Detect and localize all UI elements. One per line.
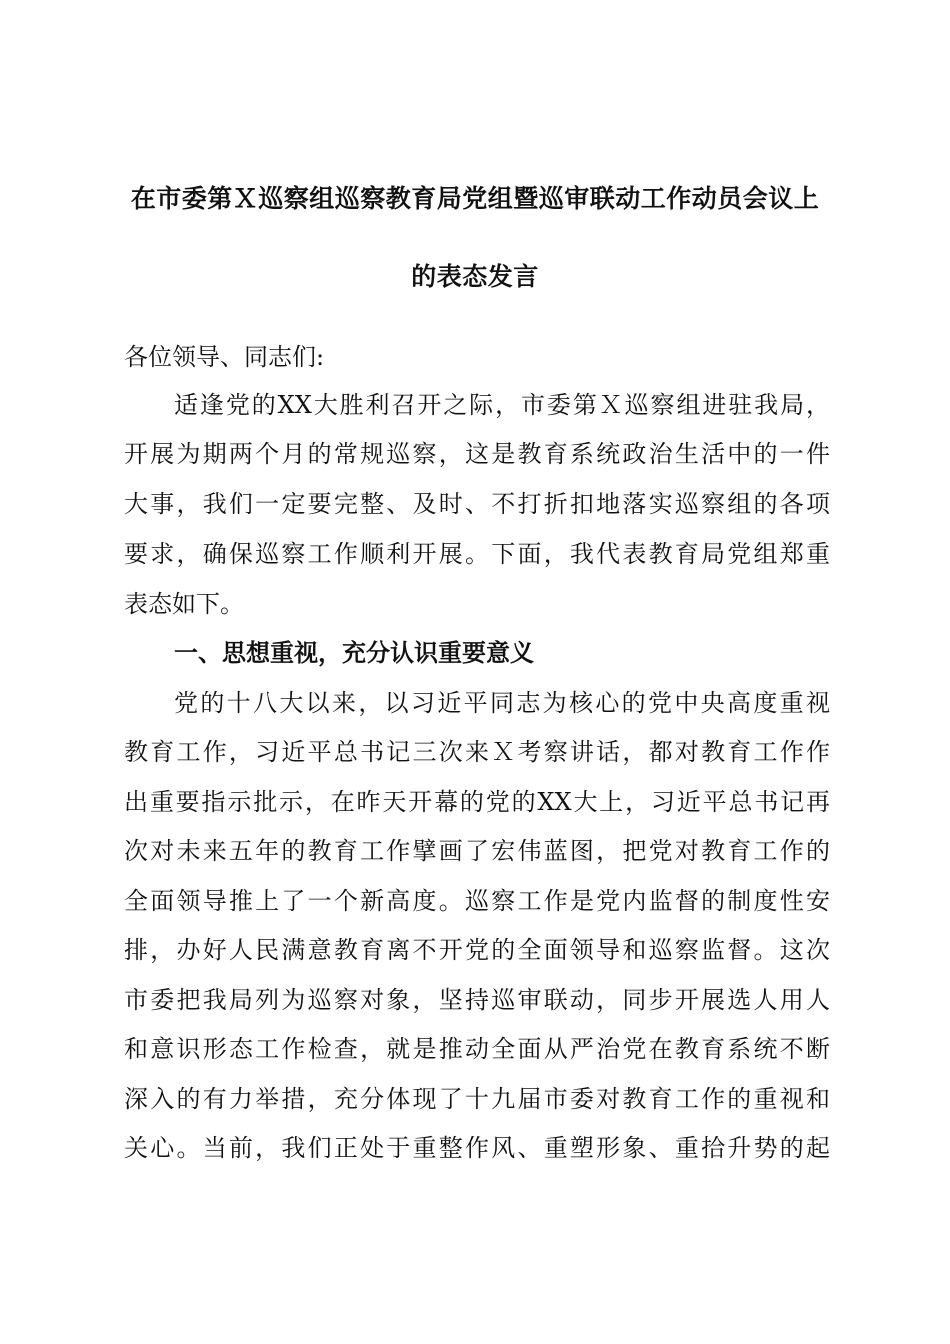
paragraph-2-line: 和意识形态工作检查，就是推动全面从严治党在教育系统不断	[124, 1035, 830, 1063]
paragraph-1-line: 适逢党的XX大胜利召开之际，市委第Ｘ巡察组进驻我局，	[174, 391, 830, 419]
paragraph-2-line: 党的十八大以来，以习近平同志为核心的党中央高度重视	[174, 689, 830, 717]
paragraph-2-line: 出重要指示批示，在昨天开幕的党的XX大上，习近平总书记再	[124, 788, 830, 816]
salutation: 各位领导、同志们:	[124, 343, 325, 371]
paragraph-2-line: 市委把我局列为巡察对象，坚持巡审联动，同步开展选人用人	[124, 986, 830, 1014]
paragraph-2-line: 深入的有力举措，充分体现了十九届市委对教育工作的重视和	[124, 1085, 830, 1113]
paragraph-1-line: 大事，我们一定要完整、及时、不打折扣地落实巡察组的各项	[124, 490, 830, 518]
paragraph-2-line: 全面领导推上了一个新高度。巡察工作是党内监督的制度性安	[124, 887, 830, 915]
section-1-heading: 一、思想重视，充分认识重要意义	[174, 639, 534, 667]
paragraph-1-line: 开展为期两个月的常规巡察，这是教育系统政治生活中的一件	[124, 440, 830, 468]
paragraph-2-line: 次对未来五年的教育工作擘画了宏伟蓝图，把党对教育工作的	[124, 837, 830, 865]
paragraph-2-line: 关心。当前，我们正处于重整作风、重塑形象、重拾升势的起	[124, 1134, 830, 1162]
paragraph-1-line: 表态如下。	[124, 590, 244, 618]
paragraph-1-line: 要求，确保巡察工作顺利开展。下面，我代表教育局党组郑重	[124, 540, 830, 568]
paragraph-2-line: 教育工作，习近平总书记三次来Ｘ考察讲话，都对教育工作作	[124, 738, 830, 766]
document-title-line-1: 在市委第Ｘ巡察组巡察教育局党组暨巡审联动工作动员会议上	[130, 184, 820, 213]
paragraph-2-line: 排，办好人民满意教育离不开党的全面领导和巡察监督。这次	[124, 936, 830, 964]
document-title-line-2: 的表态发言	[411, 262, 539, 291]
